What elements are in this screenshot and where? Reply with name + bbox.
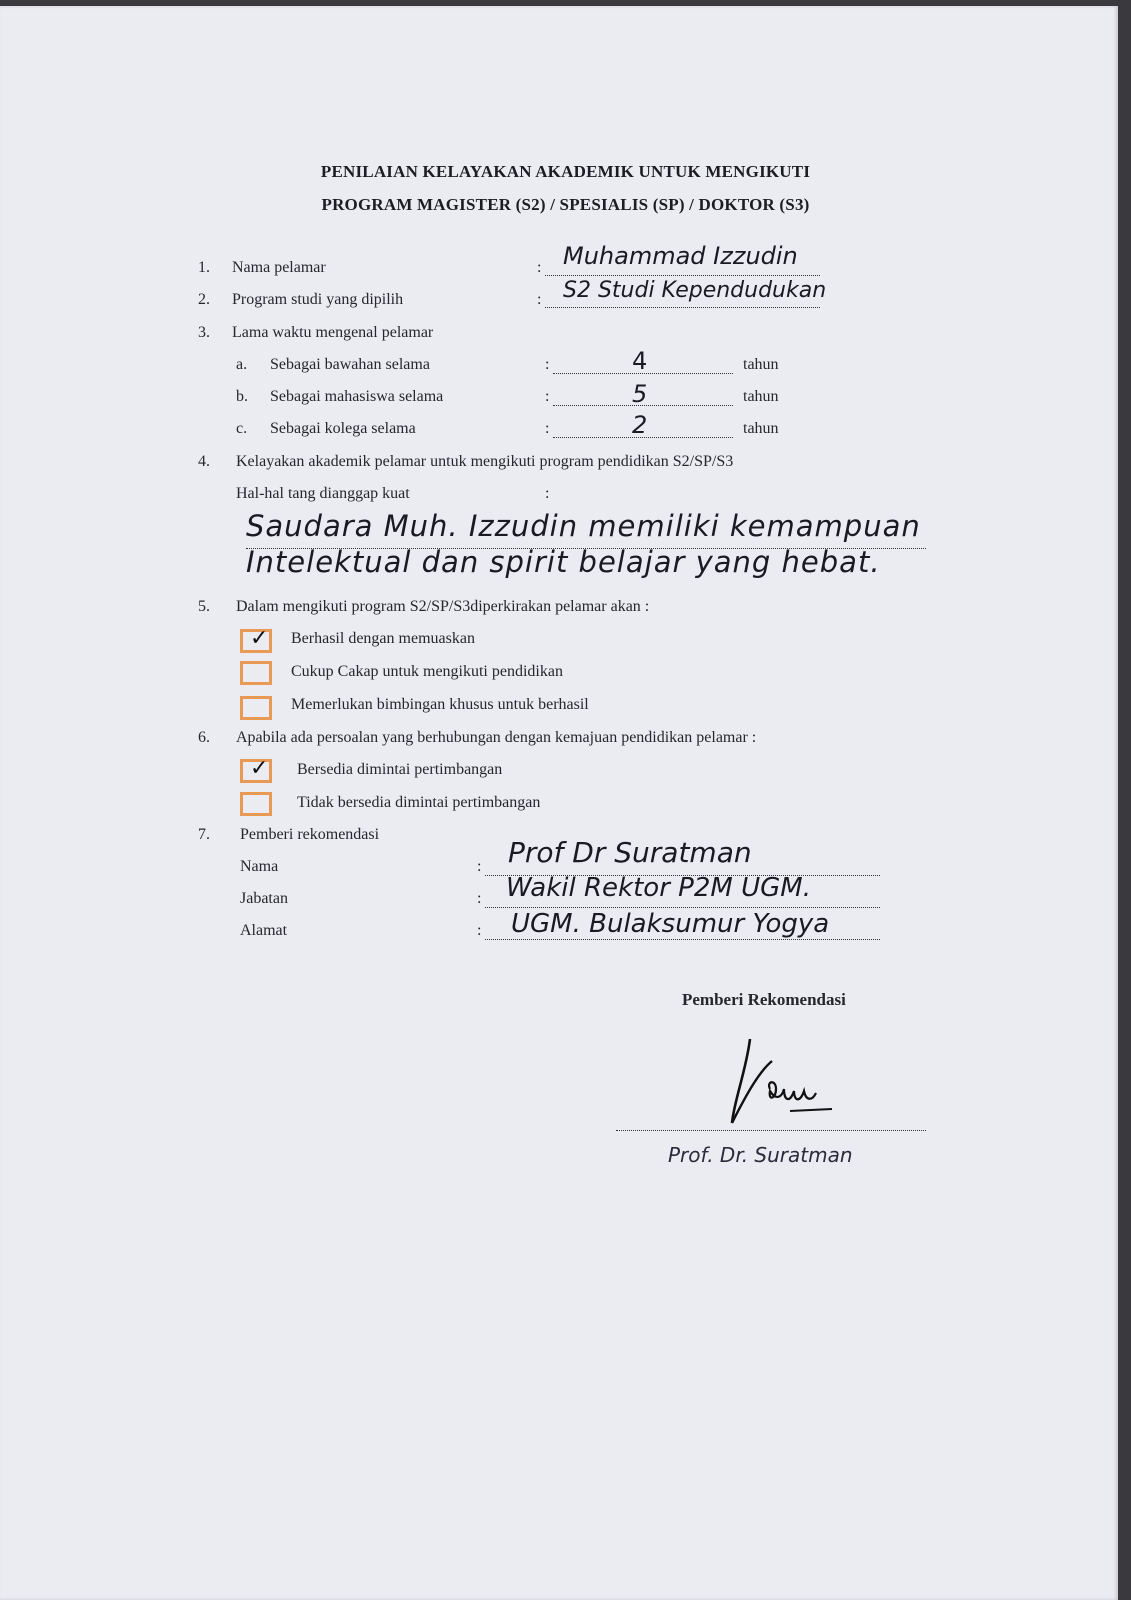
item-5-label: Dalam mengikuti program S2/SP/S3diperkirakan pelamar akan : xyxy=(236,598,650,615)
recommender-name-field[interactable]: Prof Dr Suratman xyxy=(508,836,752,869)
option-not-willing-label: Tidak bersedia dimintai pertimbangan xyxy=(297,794,541,811)
item-1-number: 1. xyxy=(198,259,210,276)
colon: : xyxy=(537,291,542,308)
years-student-field[interactable]: 5 xyxy=(632,380,648,408)
item-3b-letter: b. xyxy=(236,388,248,405)
strengths-line-1[interactable]: Saudara Muh. Izzudin memiliki kemampuan xyxy=(246,509,921,543)
recommender-position-field[interactable]: Wakil Rektor P2M UGM. xyxy=(506,873,811,903)
applicant-name-field[interactable]: Muhammad Izzudin xyxy=(563,242,798,270)
item-3-label: Lama waktu mengenal pelamar xyxy=(232,324,434,341)
title-line-1: PENILAIAN KELAYAKAN AKADEMIK UNTUK MENGIKUTI xyxy=(320,162,811,181)
item-3a-letter: a. xyxy=(236,356,248,373)
item-4-label: Kelayakan akademik pelamar untuk mengikuti program pendidikan S2/SP/S3 xyxy=(236,453,734,470)
option-needs-guidance-label: Memerlukan bimbingan khusus untuk berhasil xyxy=(291,696,589,713)
checkbox-needs-guidance[interactable] xyxy=(240,696,272,720)
checkbox-successful[interactable] xyxy=(240,626,272,653)
signature-image xyxy=(720,1031,860,1131)
years-colleague-field[interactable]: 2 xyxy=(632,411,648,439)
item-4-sublabel: Hal-hal tang dianggap kuat xyxy=(236,485,410,502)
colon: : xyxy=(545,420,550,437)
option-willing-label: Bersedia dimintai pertimbangan xyxy=(297,761,503,778)
unit-years: tahun xyxy=(743,388,779,405)
colon: : xyxy=(545,388,550,405)
item-4-number: 4. xyxy=(198,453,210,470)
years-subordinate-field[interactable]: 4 xyxy=(632,347,648,375)
item-6-label: Apabila ada persoalan yang berhubungan dengan kemajuan pendidikan pelamar : xyxy=(236,729,757,746)
strengths-line-2[interactable]: Intelektual dan spirit belajar yang hebat. xyxy=(246,545,881,579)
item-3a-label: Sebagai bawahan selama xyxy=(270,356,430,373)
option-successful-label: Berhasil dengan memuaskan xyxy=(291,630,475,647)
signature-heading: Pemberi Rekomendasi xyxy=(682,990,846,1009)
colon: : xyxy=(545,356,550,373)
recommender-position-label: Jabatan xyxy=(240,890,288,907)
item-7-number: 7. xyxy=(198,826,210,843)
check-mark-icon: ✓ xyxy=(250,756,269,781)
item-3c-label: Sebagai kolega selama xyxy=(270,420,416,437)
study-program-field[interactable]: S2 Studi Kependudukan xyxy=(563,278,827,303)
colon: : xyxy=(477,922,482,939)
recommender-address-label: Alamat xyxy=(240,922,288,939)
document-page xyxy=(0,6,1118,1600)
dotted-line xyxy=(545,307,820,308)
colon: : xyxy=(477,858,482,875)
signature-line xyxy=(616,1130,926,1131)
check-mark-icon: ✓ xyxy=(250,626,269,651)
dotted-line xyxy=(485,907,880,908)
item-3b-label: Sebagai mahasiswa selama xyxy=(270,388,444,405)
item-6-number: 6. xyxy=(198,729,210,746)
checkbox-not-willing[interactable] xyxy=(240,792,272,816)
colon: : xyxy=(477,890,482,907)
unit-years: tahun xyxy=(743,420,779,437)
item-5-number: 5. xyxy=(198,598,210,615)
colon: : xyxy=(537,259,542,276)
item-7-label: Pemberi rekomendasi xyxy=(240,826,380,843)
checkbox-capable[interactable] xyxy=(240,661,272,685)
item-3-number: 3. xyxy=(198,324,210,341)
title-line-2: PROGRAM MAGISTER (S2) / SPESIALIS (SP) / DOKTOR (S3) xyxy=(321,195,810,214)
recommender-name-label: Nama xyxy=(240,858,279,875)
colon: : xyxy=(545,485,550,502)
item-3c-letter: c. xyxy=(236,420,248,437)
dotted-line xyxy=(485,939,880,940)
checkbox-willing[interactable] xyxy=(240,756,272,783)
item-2-number: 2. xyxy=(198,291,210,308)
unit-years: tahun xyxy=(743,356,779,373)
item-2-label: Program studi yang dipilih xyxy=(232,291,404,308)
option-capable-label: Cukup Cakap untuk mengikuti pendidikan xyxy=(291,663,563,680)
signatory-name: Prof. Dr. Suratman xyxy=(668,1143,853,1167)
dotted-line xyxy=(545,275,820,276)
recommender-address-field[interactable]: UGM. Bulaksumur Yogya xyxy=(511,909,830,939)
item-1-label: Nama pelamar xyxy=(232,259,326,276)
